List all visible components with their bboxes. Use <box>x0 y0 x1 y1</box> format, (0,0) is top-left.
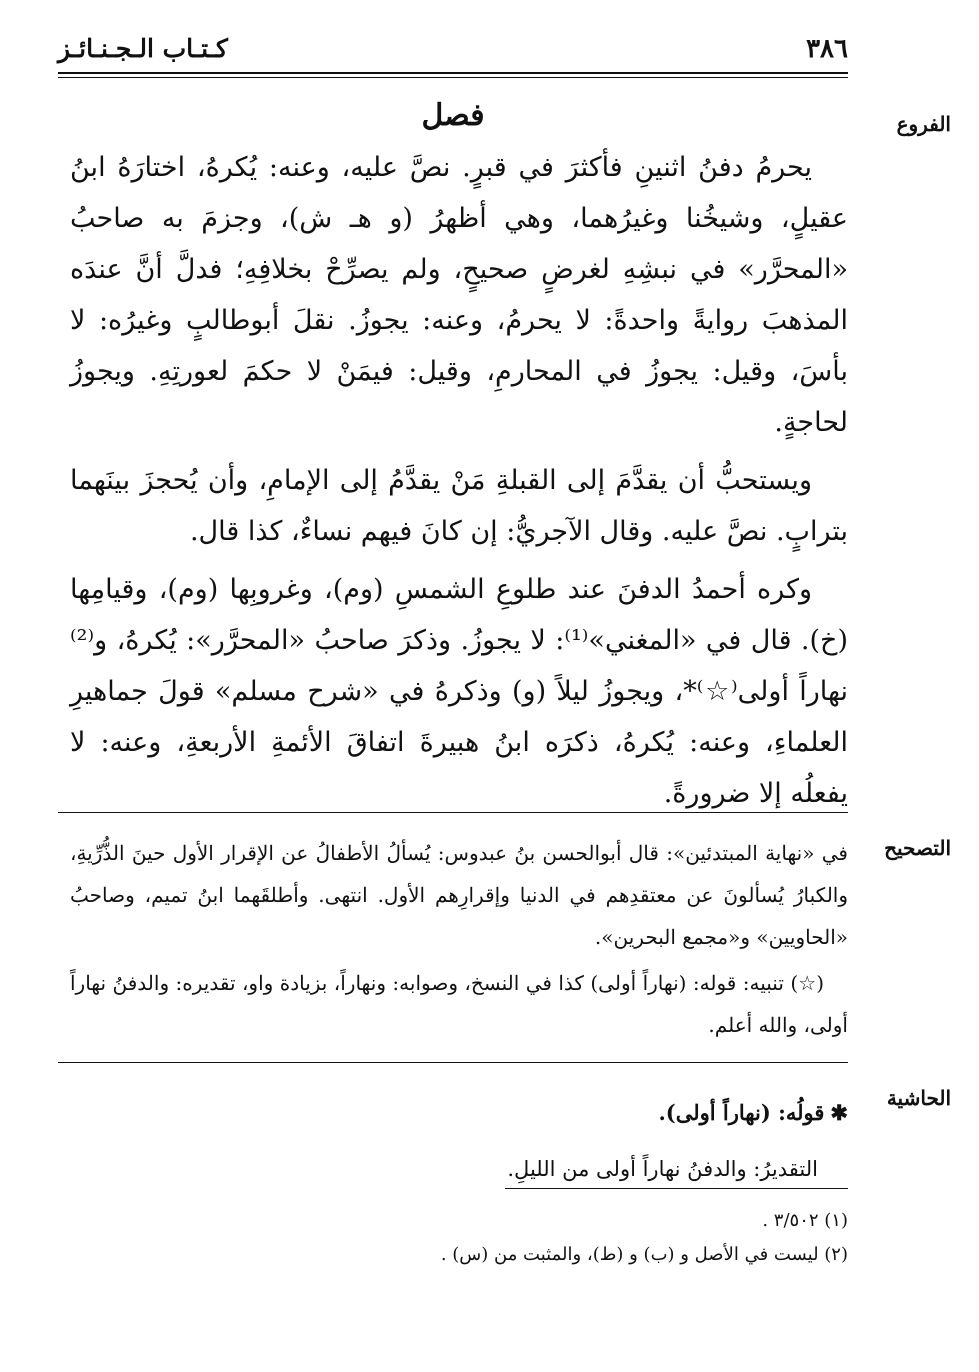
page-number: ٣٨٦ <box>806 34 848 64</box>
hashiya-text <box>70 1090 848 1192</box>
tashih-paragraph: في «نهاية المبتدئين»: قال أبوالحسن بنُ عبدوس: يُسألُ الأطفالُ عن الإقرار الأول حينَ الذُّرِّيةِ، والكبارُ يُسألونَ عن معتقدِهم في الدنيا وإقرارِهم الأول. انتهى. وأطلقَهما ابنُ تميم، وصاحبُ «الحاويين» و«مجمع البحرين». <box>70 841 848 949</box>
section-divider <box>58 1062 848 1063</box>
footnote: (٢) ليست في الأصل و (ب) و (ط)، والمثبت من (س) . <box>440 1244 848 1265</box>
side-label-furu: الفروع <box>896 112 951 136</box>
header-rule <box>58 72 848 78</box>
section-title: فصل <box>421 98 485 133</box>
page-header <box>58 28 848 68</box>
section-divider <box>58 812 848 813</box>
main-paragraph: وكره أحمدُ الدفنَ عند طلوعِ الشمسِ (وم)، وغروبِها (وم)، وقيامِها (خ). قال في «المغني»⁽¹⁾: لا يجوزُ. وذكرَ صاحبُ «المحرَّر»: يُكرهُ، و⁽²⁾نهاراً أولى⁽☆⁾*، ويجوزُ ليلاً (و) وذكرهُ في «شرح مسلم» قولَ جماهيرِ العلماءِ، وعنه: يُكرهُ، ذكرَه ابنُ هبيرةَ اتفاقَ الأئمةِ الأربعةِ، وعنه: لا يفعلُه إلا ضرورةً. <box>70 574 849 809</box>
main-paragraph: يحرمُ دفنُ اثنينِ فأكثرَ في قبرٍ. نصَّ عليه، وعنه: يُكرهُ، اختارَهُ ابنُ عقيلٍ، وشيخُنا وغيرُهما، وهي أظهرُ (و هـ ش)، وجزمَ به صاحبُ «المحرَّر» في نبشِهِ لغرضٍ صحيحٍ، ولم يصرِّحْ بخلافِهِ؛ فدلَّ أنَّ عندَه المذهبَ روايةً واحدةً: لا يحرمُ، وعنه: يجوزُ. نقلَ أبوطالبٍ وغيرُه: لا بأسَ، وقيل: يجوزُ في المحارمِ، وقيل: فيمَنْ لا حكمَ لعورتِهِ. ويجوزُ لحاجةٍ. <box>70 152 848 438</box>
main-paragraph: ويستحبُّ أن يقدَّمَ إلى القبلةِ مَنْ يقدَّمُ إلى الإمامِ، وأن يُحجزَ بينَهما بترابٍ. نصَّ عليه. وقال الآجريُّ: إن كانَ فيهم نساءٌ، كذا قال. <box>70 465 848 547</box>
hashiya-explanation: التقديرُ: والدفنُ نهاراً أولى من الليلِ. <box>507 1157 818 1181</box>
asterisk-icon: ✱ <box>830 1100 848 1125</box>
tashih-text <box>70 832 848 1050</box>
side-label-tashih: التصحيح <box>884 836 951 860</box>
running-title: كـتـاب الـجـنـائـز <box>58 34 228 63</box>
hashiya-heading-text: قولُه: (نهاراً أولى). <box>658 1100 825 1125</box>
footnote: (١) ٣/٥٠٢ . <box>762 1210 848 1231</box>
tashih-note: (☆) تنبيه: قوله: (نهاراً أولى) كذا في النسخ، وصوابه: ونهاراً، بزيادة واو، تقديره: والدفنُ نهاراً أولى، والله أعلم. <box>70 971 848 1037</box>
footnotes <box>70 1204 848 1272</box>
footnote-rule <box>505 1188 848 1189</box>
main-text <box>70 142 848 826</box>
hashiya-heading <box>70 1090 848 1136</box>
side-label-hashiya: الحاشية <box>886 1086 951 1110</box>
